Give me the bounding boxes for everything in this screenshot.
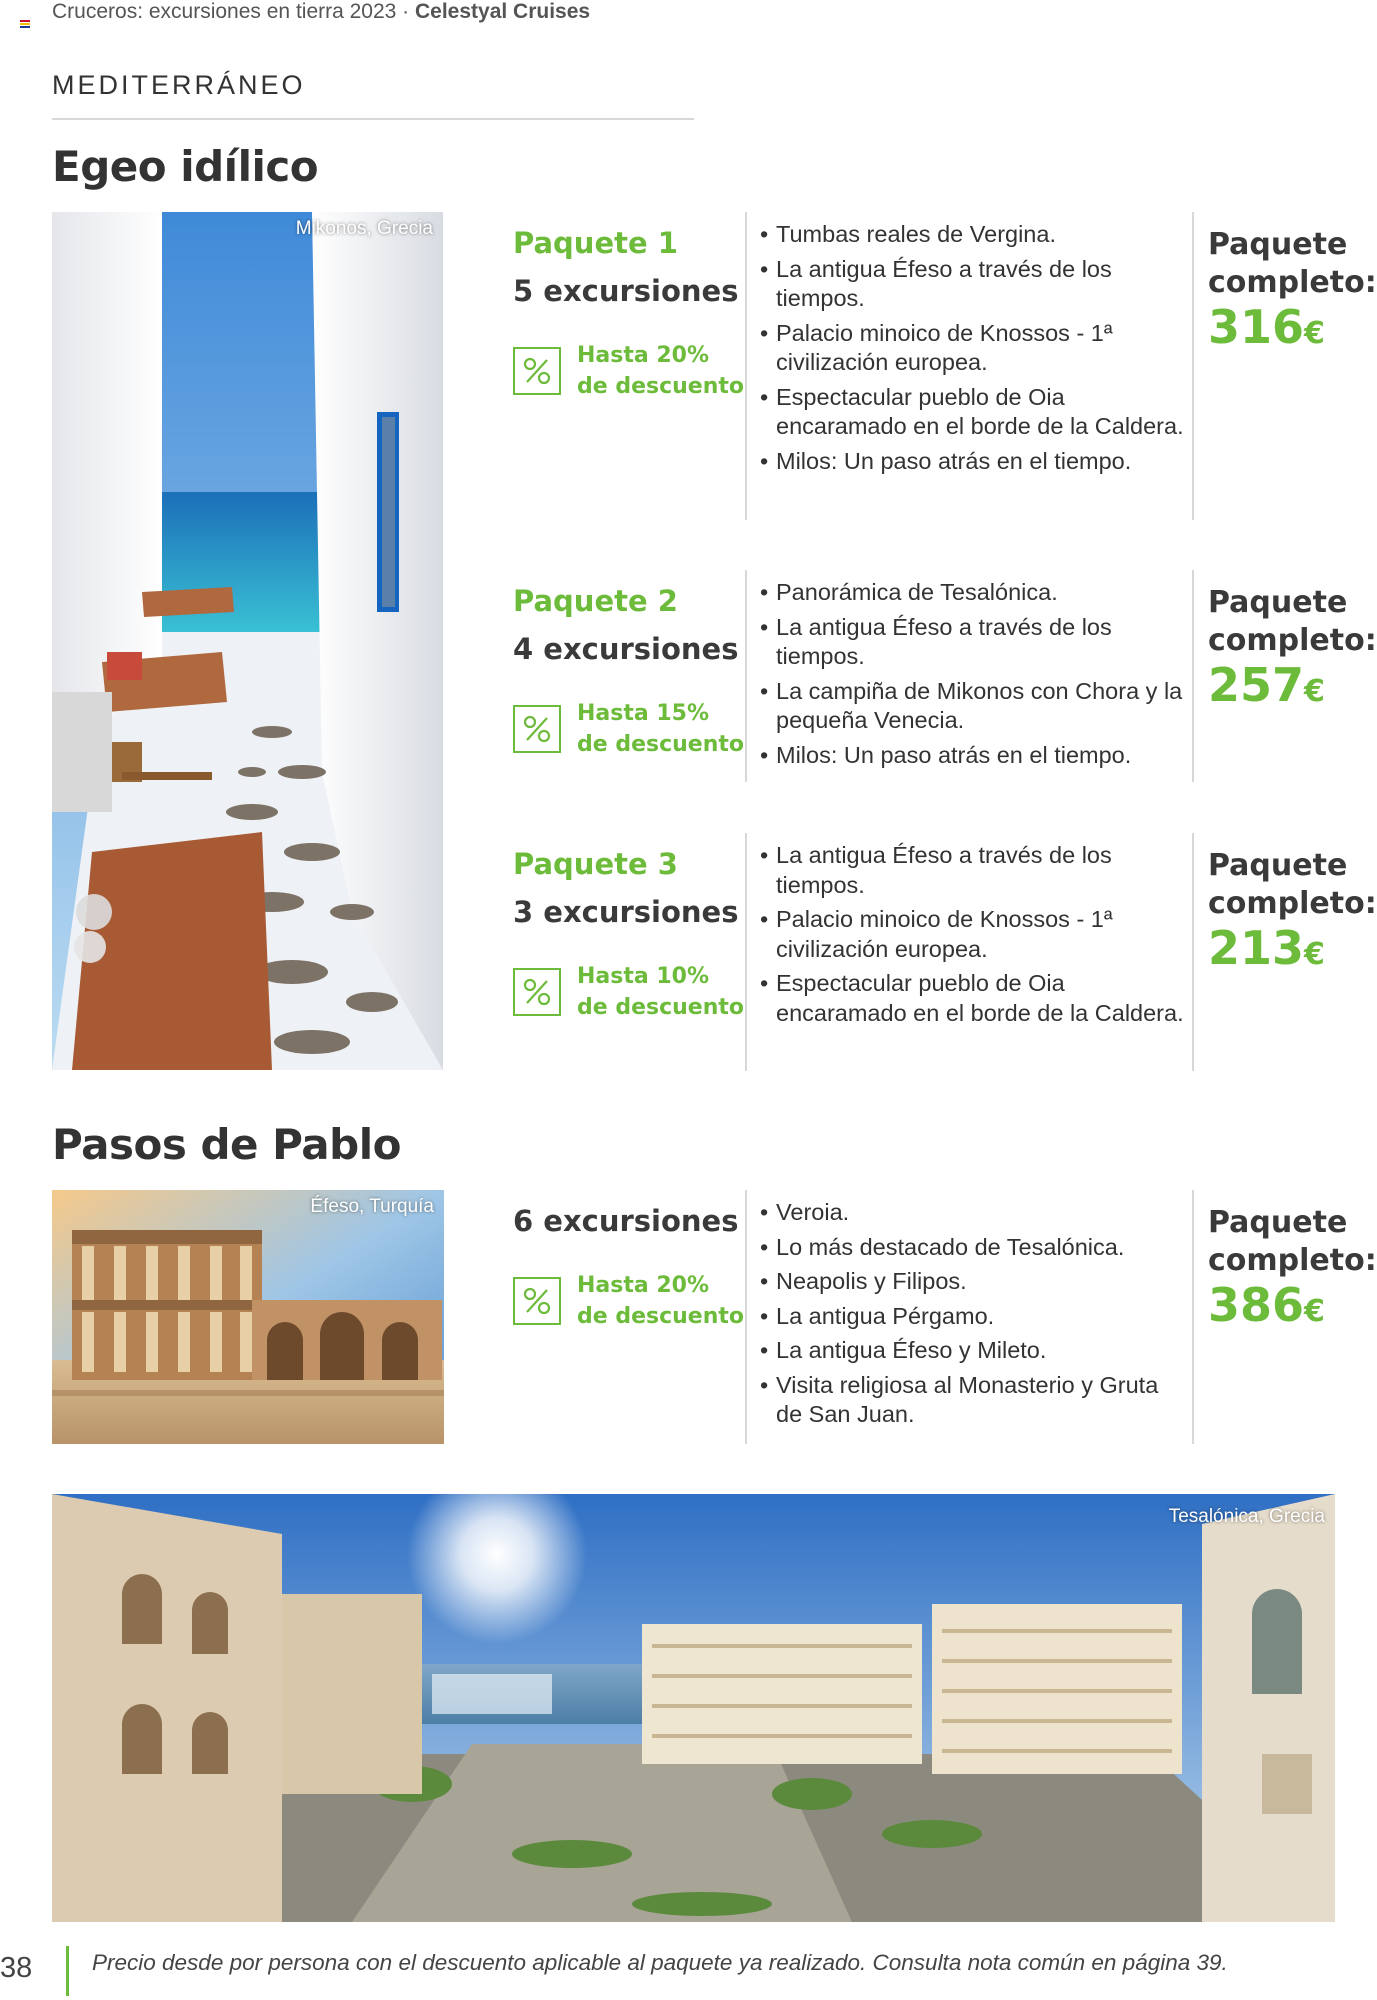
list-item: • La campiña de Mikonos con Chora y la pequeña Venecia.	[760, 677, 1190, 736]
photo-mikonos-image	[52, 212, 443, 1070]
list-item: • Palacio minoico de Knossos - 1ª civilización europea.	[760, 905, 1190, 964]
photo-efeso	[52, 1190, 444, 1444]
section-title-egeo: Egeo idílico	[52, 142, 319, 191]
package-1-discount-line2: de descuento	[577, 374, 745, 399]
photo-efeso-image	[52, 1190, 444, 1444]
photo-caption-efeso: Éfeso, Turquía	[310, 1196, 434, 1217]
package-2-price-value: 257	[1208, 658, 1305, 712]
package-1-discount	[513, 340, 744, 402]
package-2-discount-line2: de descuento	[577, 732, 745, 757]
photo-tesalonica	[52, 1494, 1335, 1922]
package-2-title: Paquete 2	[513, 584, 678, 618]
divider	[745, 833, 747, 1071]
package-2-discount-line1: Hasta 15%	[577, 701, 710, 726]
list-item: • Visita religiosa al Monasterio y Gruta de San Juan.	[760, 1371, 1190, 1430]
divider	[745, 1190, 747, 1444]
divider	[1192, 1190, 1194, 1444]
package-1-count: 5 excursiones	[513, 274, 739, 308]
package-3-features	[760, 841, 1190, 1033]
list-item: • Panorámica de Tesalónica.	[760, 578, 1190, 608]
list-item: • Espectacular pueblo de Oia encaramado en el borde de la Caldera.	[760, 383, 1190, 442]
package-4-count: 6 excursiones	[513, 1204, 739, 1238]
package-3-discount	[513, 961, 744, 1023]
list-item: • Espectacular pueblo de Oia encaramado en el borde de la Caldera.	[760, 969, 1190, 1028]
package-3-title: Paquete 3	[513, 847, 678, 881]
package-4-price-value: 386	[1208, 1278, 1305, 1332]
percent-icon	[513, 705, 561, 753]
flag-icon	[20, 20, 30, 28]
list-item: • Palacio minoico de Knossos - 1ª civilización europea.	[760, 319, 1190, 378]
package-2-price	[1208, 660, 1348, 717]
divider	[1192, 570, 1194, 782]
package-4-price	[1208, 1280, 1348, 1337]
package-3-price-label: Paquete completo:	[1208, 848, 1377, 921]
package-2-price-label: Paquete completo:	[1208, 585, 1377, 658]
list-item: • Lo más destacado de Tesalónica.	[760, 1233, 1190, 1263]
package-4-features	[760, 1198, 1190, 1435]
list-item: • La antigua Éfeso a través de los tiempos.	[760, 255, 1190, 314]
percent-icon	[513, 347, 561, 395]
package-1-price-currency: €	[1304, 316, 1325, 351]
package-4-price-block	[1208, 1204, 1377, 1337]
section-title-pasos-de-pablo: Pasos de Pablo	[52, 1120, 401, 1169]
package-3-count: 3 excursiones	[513, 895, 739, 929]
package-3-price-currency: €	[1304, 937, 1325, 972]
running-head-brand: Celestyal Cruises	[415, 0, 591, 23]
photo-mikonos	[52, 212, 443, 1070]
package-2-features	[760, 578, 1190, 775]
package-2-count: 4 excursiones	[513, 632, 739, 666]
running-head	[52, 0, 590, 24]
region-divider	[52, 118, 694, 120]
package-1-price	[1208, 302, 1348, 359]
package-3-price-block	[1208, 847, 1377, 980]
list-item: • La antigua Pérgamo.	[760, 1302, 1190, 1332]
percent-icon	[513, 1277, 561, 1325]
divider	[1192, 212, 1194, 520]
package-1-price-label: Paquete completo:	[1208, 227, 1377, 300]
package-4-price-label: Paquete completo:	[1208, 1205, 1377, 1278]
divider	[745, 570, 747, 782]
package-3-discount-line2: de descuento	[577, 995, 745, 1020]
page-number: 38	[0, 1952, 33, 1984]
package-1-price-block	[1208, 226, 1377, 359]
package-3-price-value: 213	[1208, 921, 1305, 975]
running-head-text: Cruceros: excursiones en tierra 2023 ·	[52, 0, 415, 23]
package-4-discount	[513, 1270, 744, 1332]
package-1-title: Paquete 1	[513, 226, 678, 260]
list-item: • La antigua Éfeso a través de los tiempos.	[760, 841, 1190, 900]
package-4-discount-line2: de descuento	[577, 1304, 745, 1329]
footer-accent-bar	[66, 1946, 69, 1996]
package-2-price-currency: €	[1304, 674, 1325, 709]
package-1-features	[760, 220, 1190, 481]
list-item: • Milos: Un paso atrás en el tiempo.	[760, 741, 1190, 771]
list-item: • Tumbas reales de Vergina.	[760, 220, 1190, 250]
list-item: • Milos: Un paso atrás en el tiempo.	[760, 447, 1190, 477]
divider	[1192, 833, 1194, 1071]
region-title: MEDITERRÁNEO	[52, 70, 306, 100]
percent-icon	[513, 968, 561, 1016]
list-item: • Neapolis y Filipos.	[760, 1267, 1190, 1297]
package-2-discount	[513, 698, 744, 760]
package-2-price-block	[1208, 584, 1377, 717]
package-3-price	[1208, 923, 1348, 980]
list-item: • Veroia.	[760, 1198, 1190, 1228]
list-item: • La antigua Éfeso a través de los tiempos.	[760, 613, 1190, 672]
package-1-price-value: 316	[1208, 300, 1305, 354]
photo-tesalonica-image	[52, 1494, 1335, 1922]
package-1-discount-line1: Hasta 20%	[577, 343, 710, 368]
photo-caption-mikonos: Mikonos, Grecia	[295, 218, 433, 239]
photo-caption-tesalonica: Tesalónica, Grecia	[1168, 1506, 1325, 1527]
list-item: • La antigua Éfeso y Mileto.	[760, 1336, 1190, 1366]
divider	[745, 212, 747, 520]
footer-note: Precio desde por persona con el descuento aplicable al paquete ya realizado. Consulta nota común en página 39.	[92, 1950, 1228, 1975]
package-4-price-currency: €	[1304, 1294, 1325, 1329]
package-3-discount-line1: Hasta 10%	[577, 964, 710, 989]
package-4-discount-line1: Hasta 20%	[577, 1273, 710, 1298]
